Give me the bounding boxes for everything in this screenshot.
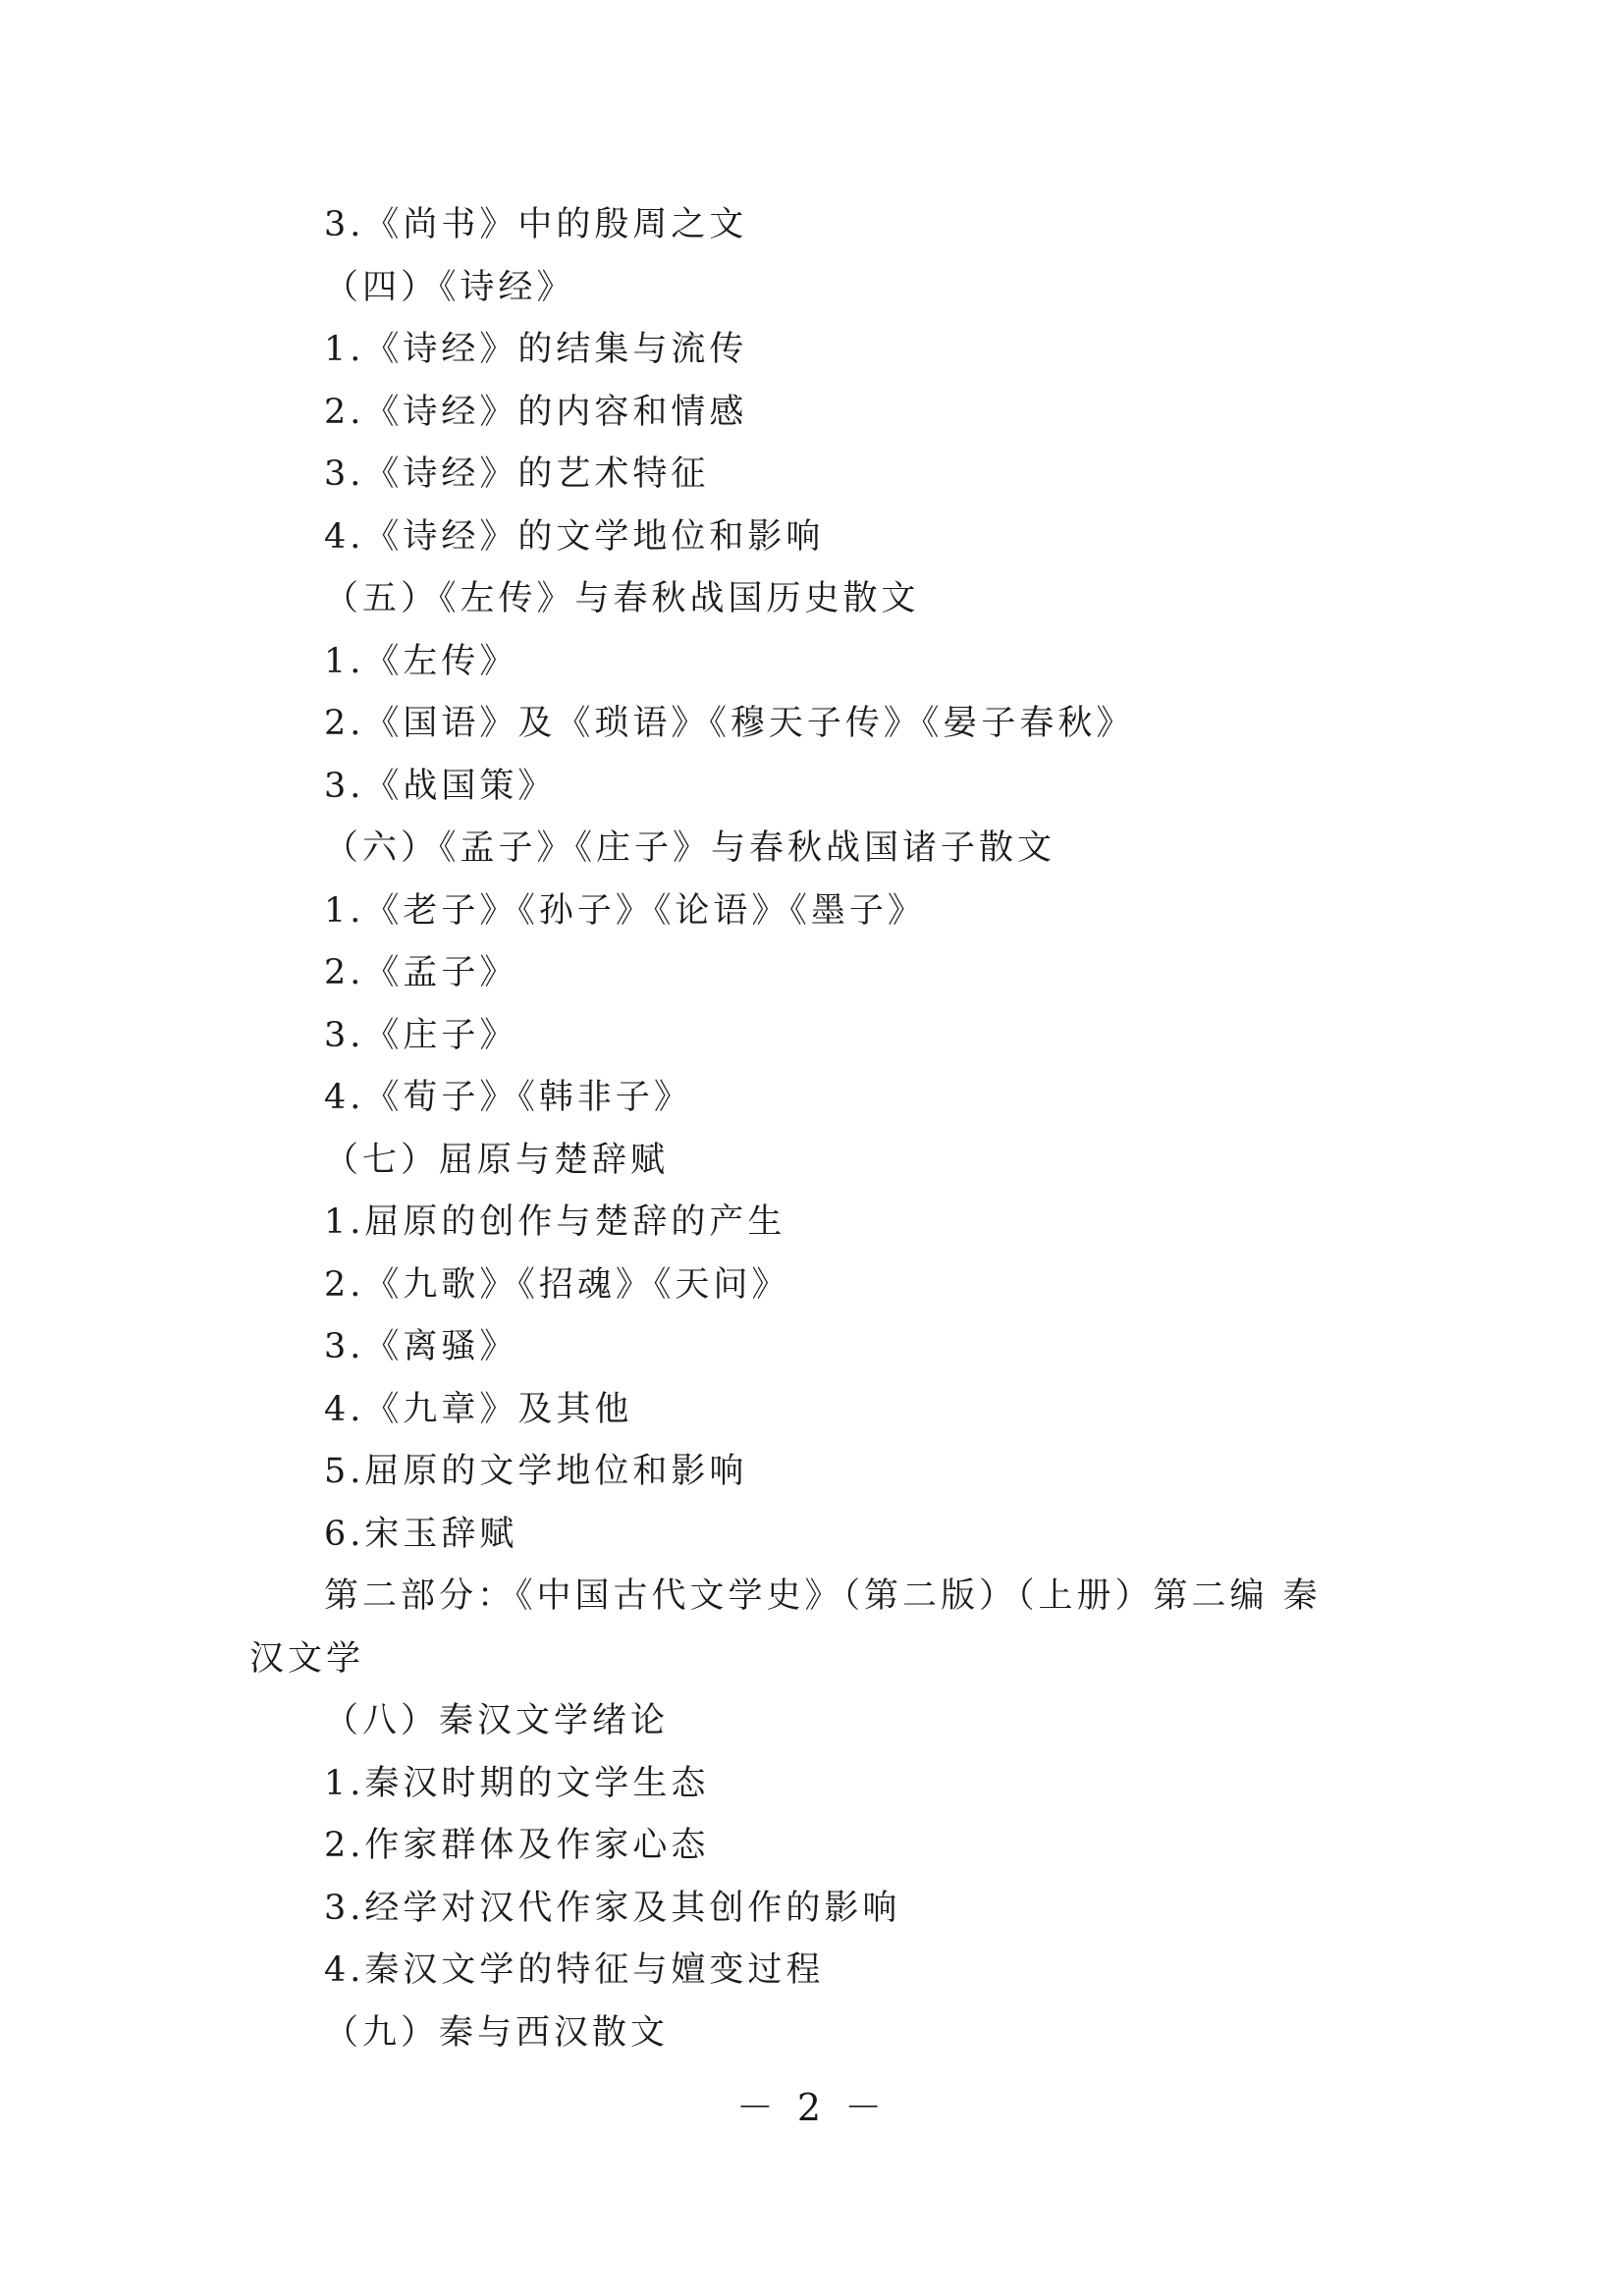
list-item: 4.《荀子》《韩非子》 (324, 1078, 692, 1117)
list-item: 4.秦汉文学的特征与嬗变过程 (324, 1950, 825, 1990)
section-heading: （八）秦汉文学绪论 (324, 1701, 670, 1740)
section-heading: （五）《左传》与春秋战国历史散文 (324, 579, 920, 618)
list-item: 6.宋玉辞赋 (324, 1514, 518, 1554)
list-item: 3.经学对汉代作家及其创作的影响 (324, 1888, 901, 1928)
list-item: 1.秦汉时期的文学生态 (324, 1763, 710, 1803)
list-item: 2.《九歌》《招魂》《天问》 (324, 1264, 790, 1305)
list-item: 2.《孟子》 (324, 953, 518, 992)
list-item: 4.《九章》及其他 (324, 1389, 633, 1429)
page-number: － 2 － (735, 2086, 889, 2129)
part-heading: 第二部分：《中国古代文学史》（第二版）（上册）第二编 秦 (324, 1576, 1322, 1616)
list-item: 5.屈原的文学地位和影响 (324, 1452, 748, 1491)
section-heading: （七）屈原与楚辞赋 (324, 1140, 670, 1180)
list-item: 3.《庄子》 (324, 1015, 518, 1055)
list-item: 1.《左传》 (324, 641, 518, 681)
section-heading: （九）秦与西汉散文 (324, 2012, 670, 2053)
list-item: 2.作家群体及作家心态 (324, 1826, 710, 1865)
list-item: 3.《尚书》中的殷周之文 (324, 205, 748, 244)
list-item: 2.《国语》及《琐语》《穆天子传》《晏子春秋》 (324, 704, 1135, 743)
list-item: 2.《诗经》的内容和情感 (324, 392, 748, 432)
document-body (249, 194, 1394, 2064)
list-item: 1.屈原的创作与楚辞的产生 (324, 1202, 786, 1242)
part-heading-continuation: 汉文学 (249, 1638, 365, 1679)
list-item: 3.《离骚》 (324, 1327, 518, 1366)
section-heading: （四）《诗经》 (324, 267, 575, 307)
section-heading: （六）《孟子》《庄子》与春秋战国诸子散文 (324, 828, 1056, 868)
list-item: 3.《诗经》的艺术特征 (324, 454, 710, 494)
list-item: 1.《老子》《孙子》《论语》《墨子》 (324, 890, 926, 931)
list-item: 4.《诗经》的文学地位和影响 (324, 516, 825, 557)
list-item: 3.《战国策》 (324, 766, 557, 806)
list-item: 1.《诗经》的结集与流传 (324, 330, 748, 369)
